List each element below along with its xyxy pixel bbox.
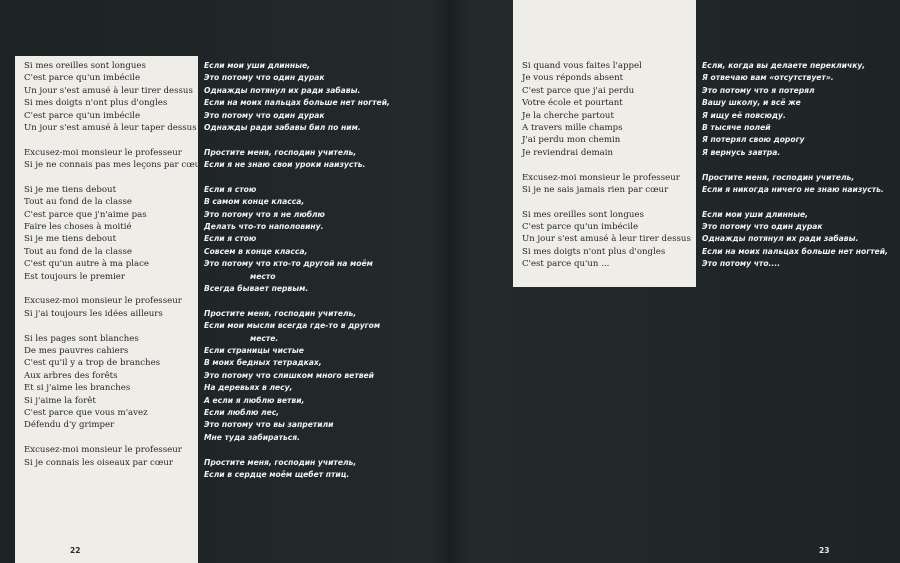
russian-lyric-line: Это потому что вы запретили (204, 420, 334, 430)
russian-lyric-line: Если люблю лес, (204, 407, 280, 417)
russian-lyric-line: Если я не знаю свои уроки наизусть. (204, 160, 366, 170)
russian-lyric-line: А если я люблю ветви, (204, 395, 305, 405)
french-lyric-line: Un jour s'est amusé à leur tirer dessus (522, 234, 691, 245)
russian-lyric-line: Это потому что один дурак (204, 73, 325, 83)
stanza-gap (204, 134, 390, 146)
russian-lyric-line: В моих бедных тетрадках, (204, 358, 322, 368)
russian-lyric-line: Простите меня, господин учитель, (204, 308, 357, 318)
french-lyric-line: Si je ne sais jamais rien par cœur (522, 184, 669, 195)
russian-lyric-line: В тысяче полей (702, 122, 771, 132)
french-lyric-line: C'est parce qu'un imbécile (522, 222, 639, 233)
french-lyric-line: Je la cherche partout (522, 110, 614, 121)
french-lyric-line: Est toujours le premier (24, 271, 126, 282)
french-lyric-line: Excusez-moi monsieur le professeur (24, 147, 182, 158)
french-lyric-line: Défendu d'y grimper (24, 420, 115, 431)
russian-lyric-line: Однажды потянул их ради забавы. (204, 85, 361, 95)
stanza-gap (24, 432, 204, 444)
french-lyric-line: Votre école et pourtant (522, 98, 623, 109)
french-lyric-line: Excusez-moi monsieur le professeur (522, 172, 680, 183)
french-lyric-line: Tout au fond de la classe (24, 246, 132, 257)
russian-lyric-line: Я отвечаю вам «отсутствует». (702, 73, 834, 83)
russian-lyric-line: Это потому что кто-то другой на моём (204, 259, 373, 269)
russian-lyric-line: Если страницы чистые (204, 345, 304, 355)
french-lyric-line: Si mes doigts n'ont plus d'ongles (24, 98, 168, 109)
french-lyric-line: Si mes doigts n'ont plus d'ongles (522, 246, 666, 257)
french-lyric-line: C'est parce que j'ai perdu (522, 85, 635, 96)
russian-lyric-line: месте. (250, 333, 279, 343)
stanza-gap (522, 159, 691, 171)
stanza-gap (522, 196, 691, 208)
stanza-gap (702, 159, 888, 171)
french-lyric-line: J'ai perdu mon chemin (522, 135, 621, 146)
french-lyric-line: Je reviendrai demain (522, 147, 614, 158)
stanza-gap (204, 295, 390, 307)
russian-lyric-line: На деревьях в лесу, (204, 383, 293, 393)
russian-lyric-line: Если я никогда ничего не знаю наизусть. (702, 184, 884, 194)
left-french-lyrics (24, 60, 204, 469)
russian-lyric-line: В самом конце класса, (204, 197, 305, 207)
russian-lyric-line: Это потому что я потерял (702, 85, 815, 95)
russian-lyric-line: Простите меня, господин учитель, (204, 457, 357, 467)
french-lyric-line: C'est parce que j'n'aime pas (24, 209, 147, 220)
russian-lyric-line: Всегда бывает первым. (204, 284, 309, 294)
stanza-gap (702, 196, 888, 208)
russian-lyric-line: Я ищу её повсюду. (702, 110, 786, 120)
french-lyric-line: Excusez-moi monsieur le professeur (24, 296, 182, 307)
russian-lyric-line: Это потому что один дурак (204, 110, 325, 120)
french-lyric-line: C'est parce qu'un imbécile (24, 110, 141, 121)
french-lyric-line: De mes pauvres cahiers (24, 345, 129, 356)
russian-lyric-line: Если на моих пальцах больше нет ногтей, (204, 98, 390, 108)
russian-lyric-line: Если на моих пальцах больше нет ногтей, (702, 246, 888, 256)
french-lyric-line: Faire les choses à moitié (24, 222, 132, 233)
russian-lyric-line: Совсем в конце класса, (204, 246, 308, 256)
french-lyric-line: Un jour s'est amusé à leur taper dessus (24, 122, 197, 133)
french-lyric-line: Si j'ai toujours les idées ailleurs (24, 308, 163, 319)
russian-lyric-line: Это потому что слишком много ветвей (204, 370, 374, 380)
russian-lyric-line: Я вернусь завтра. (702, 147, 781, 157)
french-lyric-line: C'est qu'il y a trop de branches (24, 358, 161, 369)
french-lyric-line: Je vous réponds absent (522, 73, 624, 84)
french-lyric-line: Si je me tiens debout (24, 234, 117, 245)
french-lyric-line: A travers mille champs (522, 122, 623, 133)
stanza-gap (204, 172, 390, 184)
french-lyric-line: Excusez-moi monsieur le professeur (24, 445, 182, 456)
french-lyric-line: Si je connais les oiseaux par cœur (24, 457, 173, 468)
french-lyric-line: Si je me tiens debout (24, 184, 117, 195)
french-lyric-line: Si j'aime la forêt (24, 395, 96, 406)
russian-lyric-line: Это потому что я не люблю (204, 209, 325, 219)
french-lyric-line: C'est parce qu'un imbécile (24, 73, 141, 84)
russian-lyric-line: Если в сердце моём щебет птиц. (204, 469, 350, 479)
french-lyric-line: Si mes oreilles sont longues (24, 61, 146, 71)
russian-lyric-line: Однажды ради забавы бил по ним. (204, 122, 361, 132)
russian-lyric-line: Делать что-то наполовину. (204, 222, 324, 232)
russian-lyric-line: Если я стою (204, 234, 257, 244)
right-russian-lyrics (702, 60, 888, 271)
russian-lyric-line: место (250, 271, 276, 281)
russian-lyric-line: Если мои уши длинные, (204, 61, 310, 70)
french-lyric-line: Si mes oreilles sont longues (522, 209, 644, 220)
right-french-lyrics (522, 60, 691, 271)
french-lyric-line: Et si j'aime les branches (24, 383, 131, 394)
french-lyric-line: Aux arbres des forêts (24, 370, 118, 381)
russian-lyric-line: Вашу школу, и всё же (702, 98, 801, 108)
stanza-gap (24, 172, 204, 184)
french-lyric-line: Tout au fond de la classe (24, 197, 132, 208)
russian-lyric-line: Мне туда забираться. (204, 432, 301, 442)
russian-lyric-line: Простите меня, господин учитель, (702, 172, 855, 182)
french-lyric-line: Si quand vous faites l'appel (522, 61, 642, 71)
stanza-gap (24, 320, 204, 332)
stanza-gap (24, 134, 204, 146)
left-russian-lyrics (204, 60, 390, 481)
page-number-right: 23 (819, 546, 830, 555)
french-lyric-line: C'est parce que vous m'avez (24, 407, 148, 418)
russian-lyric-line: Я потерял свою дорогу (702, 135, 805, 145)
page-number-left: 22 (70, 546, 81, 555)
french-lyric-line: Si les pages sont blanches (24, 333, 139, 344)
french-lyric-line: C'est parce qu'un ... (522, 259, 610, 270)
russian-lyric-line: Если мои уши длинные, (702, 209, 808, 219)
russian-lyric-line: Простите меня, господин учитель, (204, 147, 357, 157)
russian-lyric-line: Если я стою (204, 184, 257, 194)
russian-lyric-line: Это потому что.... (702, 259, 781, 269)
stanza-gap (204, 444, 390, 456)
stanza-gap (24, 283, 204, 295)
french-lyric-line: C'est qu'un autre à ma place (24, 259, 149, 270)
russian-lyric-line: Это потому что один дурак (702, 222, 823, 232)
french-lyric-line: Si je ne connais pas mes leçons par cœur (24, 160, 205, 171)
french-lyric-line: Un jour s'est amusé à leur tirer dessus (24, 85, 193, 96)
russian-lyric-line: Если, когда вы делаете перекличку, (702, 61, 866, 70)
russian-lyric-line: Если мои мысли всегда где-то в другом (204, 321, 381, 331)
russian-lyric-line: Однажды потянул их ради забавы. (702, 234, 859, 244)
